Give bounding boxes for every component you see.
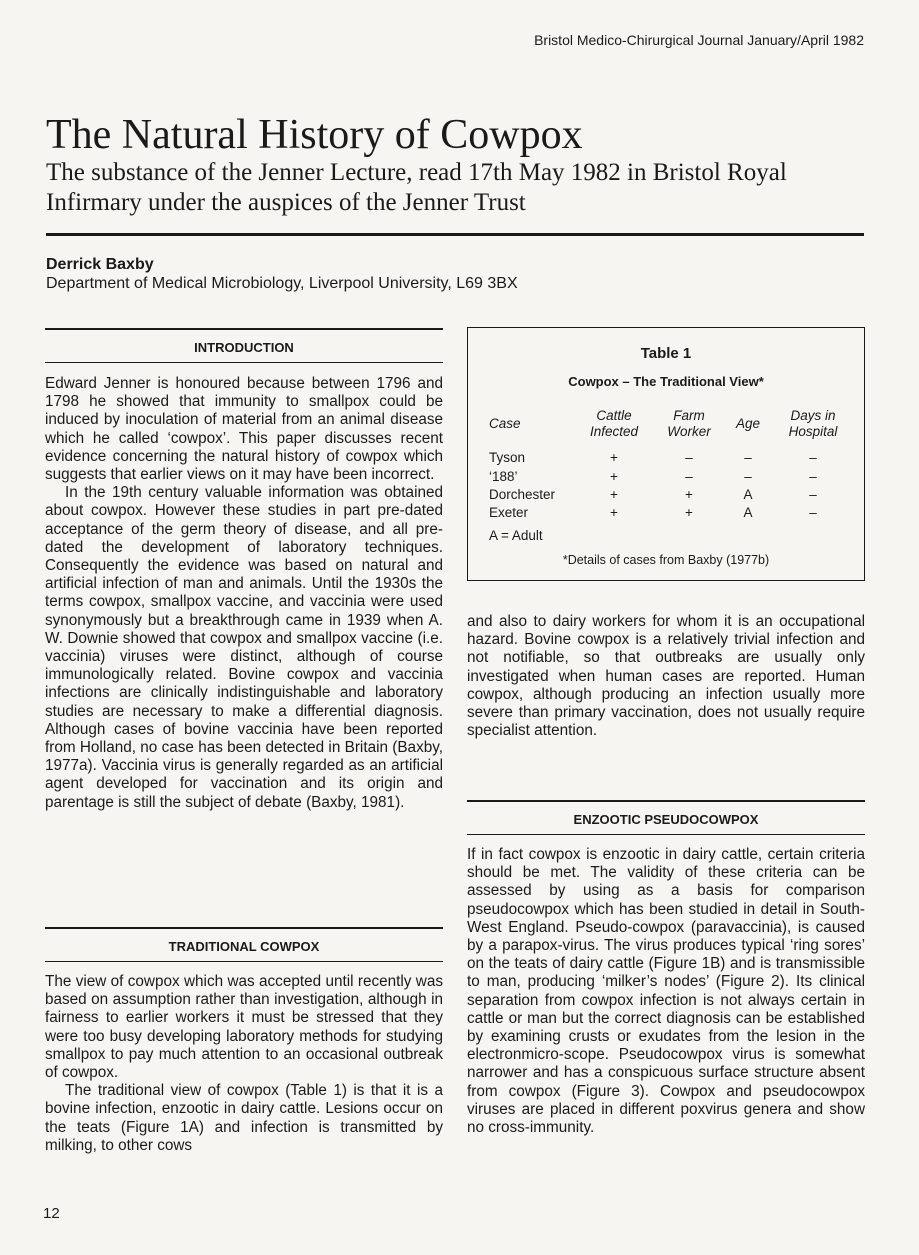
author-affiliation: Department of Medical Microbiology, Liverpool University, L69 3BX [46, 275, 518, 292]
continuation-paragraph: and also to dairy workers for whom it is an occupational hazard. Bovine cowpox is a relatively trivial infection and not notifiable, so that outbreaks are usually only investigated when human cases are reported. Human cowpox, although producing an infection usually more severe than primary vaccination, does not usually require specialist attention. [467, 613, 865, 740]
left-column [45, 328, 443, 812]
title-divider [46, 233, 864, 236]
row-days: – [809, 487, 817, 502]
row-farm: + [685, 487, 693, 502]
enzootic-heading: ENZOOTIC PSEUDOCOWPOX [573, 812, 759, 827]
section-rule [45, 961, 443, 962]
enzootic-paragraph-1: If in fact cowpox is enzootic in dairy cattle, certain criteria should be met. The validity of these criteria can be assessed by using as a basis for comparison pseudocowpox which has been studied in detail in South-West England. Pseudo-cowpox (paravaccinia), is caused by a parapox-virus. The virus produces typical ‘ring sores’ on the teats of dairy cattle (Figure 1B) and is transmissible to man, producing ‘milker’s nodes’ (Figure 2). Its clinical separation from cowpox infection is not always certain in cattle or man but the correct diagnosis can be established by examining crusts or exudates from the lesion in the electronmicro-scope. Pseudocowpox virus is somewhat narrower and has a conspicuous surface structure absent from cowpox (Figure 3). Cowpox and pseudocowpox viruses are placed in different poxvirus genera and show no cross-immunity. [467, 846, 865, 1137]
article-subtitle: The substance of the Jenner Lecture, read 17th May 1982 in Bristol Royal Infirmary under the auspices of the Jenner Trust [46, 159, 787, 216]
row-age: A [743, 487, 753, 502]
row-days: – [809, 469, 817, 484]
article-title: The Natural History of Cowpox [46, 112, 583, 158]
traditional-paragraph-1: The view of cowpox which was accepted until recently was based on assumption rather than investigation, although in fairness to earlier workers it must be stressed that they were too busy developing laboratory methods for studying smallpox to pay much attention to an occasional outbreak of cowpox. [45, 973, 443, 1082]
row-cattle: + [610, 469, 618, 484]
header-case: Case [489, 416, 521, 431]
table-1 [467, 327, 865, 581]
row-case: Dorchester [489, 487, 556, 502]
row-case: Tyson [489, 450, 526, 465]
row-farm: – [685, 469, 693, 484]
table-subtitle: Cowpox – The Traditional View* [568, 374, 764, 389]
row-age: – [744, 450, 752, 465]
traditional-heading: TRADITIONAL COWPOX [168, 939, 320, 954]
row-days: – [809, 505, 817, 520]
table-legend: A = Adult [489, 528, 543, 543]
row-cattle: + [610, 450, 618, 465]
row-cattle: + [610, 505, 618, 520]
introduction-heading: INTRODUCTION [194, 340, 294, 355]
row-days: – [809, 450, 817, 465]
row-case: ‘188’ [489, 469, 518, 484]
section-rule [467, 834, 865, 835]
journal-header: Bristol Medico-Chirurgical Journal January/April 1982 [534, 32, 864, 48]
right-column-continuation [467, 613, 865, 740]
table-title: Table 1 [640, 345, 692, 362]
section-rule [45, 362, 443, 363]
page-number: 12 [43, 1205, 60, 1222]
header-farm-worker: Farm Worker [667, 408, 711, 439]
enzootic-section [467, 800, 865, 1137]
row-farm: – [685, 450, 693, 465]
author-name: Derrick Baxby [46, 256, 154, 273]
row-farm: + [685, 505, 693, 520]
introduction-paragraph-1: Edward Jenner is honoured because between 1796 and 1798 he showed that immunity to smallpox could be induced by inoculation of material from an animal disease which he called ‘cowpox’. This paper discusses recent evidence concerning the natural history of cowpox which suggests that earlier views on it may have been incorrect. [45, 375, 443, 484]
traditional-paragraph-2: The traditional view of cowpox (Table 1) is that it is a bovine infection, enzootic in dairy cattle. Lesions occur on the teats (Figure 1A) and infection is transmitted by milking, to other cows [45, 1082, 443, 1154]
table-footnote: *Details of cases from Baxby (1977b) [562, 553, 770, 567]
traditional-section [45, 927, 443, 1155]
row-age: A [743, 505, 753, 520]
header-age: Age [735, 416, 761, 431]
row-case: Exeter [489, 505, 529, 520]
introduction-paragraph-2: In the 19th century valuable information was obtained about cowpox. However these studies in part pre-dated acceptance of the germ theory of disease, and all pre-dated the development of laboratory techniques. Consequently the evidence was based on natural and artificial infection of man and animals. Until the 1930s the terms cowpox, smallpox vaccine, and vaccinia were used synonymously but a breakthrough came in 1939 when A. W. Downie showed that cowpox and smallpox vaccine (i.e. vaccinia) viruses were distinct, although of course immunologically related. Bovine cowpox and vaccinia infections are clinically indistinguishable and laboratory studies are necessary to make a differential diagnosis. Although cases of bovine vaccinia have been reported from Holland, no case has been detected in Britain (Baxby, 1977a). Vaccinia virus is generally regarded as an artificial agent developed for vaccination and its origin and parentage is still the subject of debate (Baxby, 1981). [45, 484, 443, 811]
row-cattle: + [610, 487, 618, 502]
header-cattle-infected: Cattle Infected [589, 408, 639, 439]
row-age: – [744, 469, 752, 484]
header-days-in-hospital: Days in Hospital [788, 408, 838, 439]
